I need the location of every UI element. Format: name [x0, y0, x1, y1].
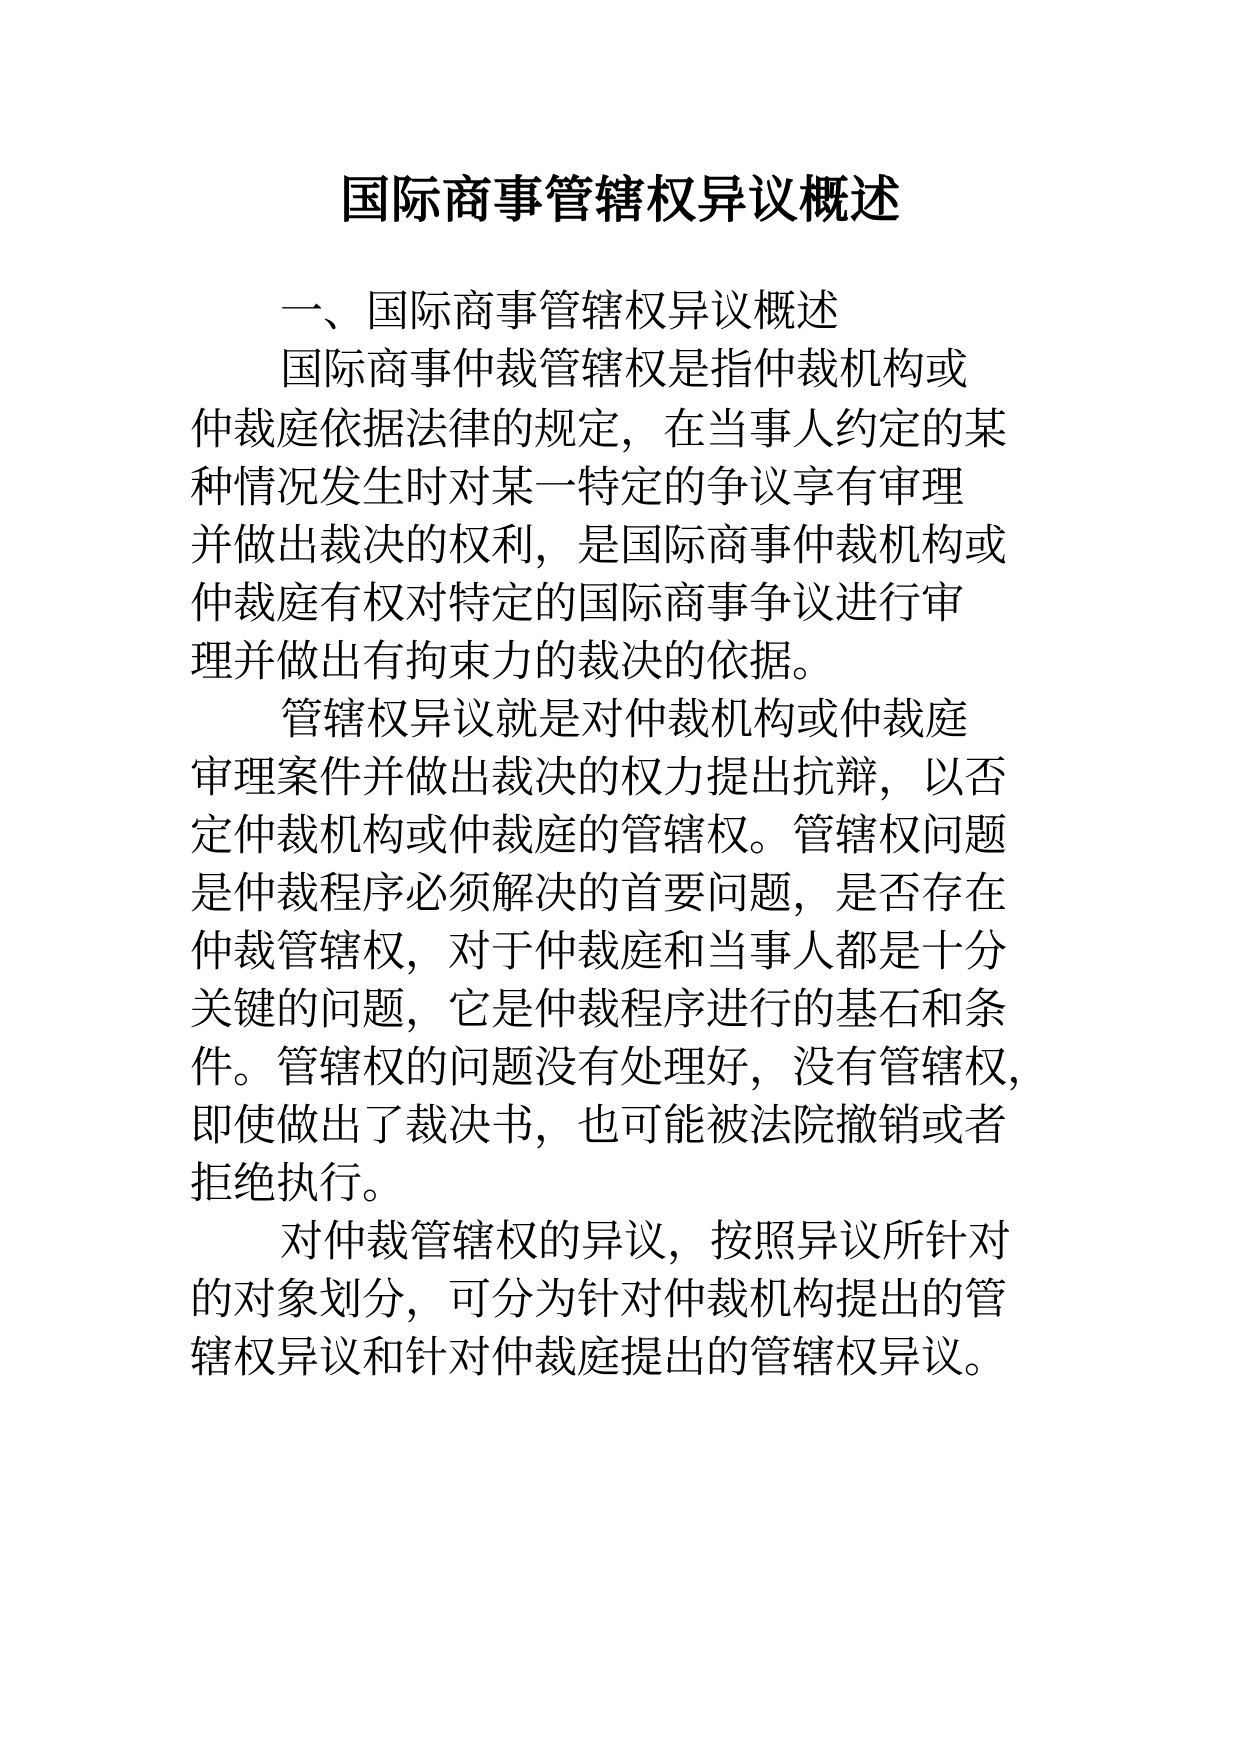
paragraph-line: 即使做出了裁决书，也可能被法院撤销或者	[190, 1101, 1007, 1151]
paragraph-line: 管辖权异议就是对仲裁机构或仲裁庭	[280, 695, 968, 745]
paragraph-line: 仲裁庭依据法律的规定，在当事人约定的某	[190, 405, 1007, 455]
paragraph-line: 种情况发生时对某一特定的争议享有审理	[190, 463, 964, 513]
paragraph-line: 是仲裁程序必须解决的首要问题，是否存在	[190, 869, 1007, 919]
paragraph-line: 辖权异议和针对仲裁庭提出的管辖权异议。	[190, 1333, 1007, 1383]
paragraph-line: 的对象划分，可分为针对仲裁机构提出的管	[190, 1275, 1007, 1325]
paragraph-line: 审理案件并做出裁决的权力提出抗辩，以否	[190, 753, 1007, 803]
paragraph-line: 拒绝执行。	[190, 1159, 405, 1209]
paragraph-line: 国际商事仲裁管辖权是指仲裁机构或	[280, 345, 968, 395]
paragraph-line: 定仲裁机构或仲裁庭的管辖权。管辖权问题	[190, 811, 1007, 861]
paragraph-line: 理并做出有拘束力的裁决的依据。	[190, 637, 835, 687]
paragraph-line: 件。管辖权的问题没有处理好，没有管辖权，	[190, 1043, 1050, 1093]
paragraph-line: 关键的问题，它是仲裁程序进行的基石和条	[190, 985, 1007, 1035]
paragraph-line: 并做出裁决的权利，是国际商事仲裁机构或	[190, 521, 1007, 571]
paragraph-line: 对仲裁管辖权的异议，按照异议所针对	[280, 1217, 1011, 1267]
section-heading: 一、国际商事管辖权异议概述	[280, 287, 839, 337]
document-title: 国际商事管辖权异议概述	[340, 171, 901, 229]
paragraph-line: 仲裁庭有权对特定的国际商事争议进行审	[190, 579, 964, 629]
paragraph-line: 仲裁管辖权，对于仲裁庭和当事人都是十分	[190, 927, 1007, 977]
